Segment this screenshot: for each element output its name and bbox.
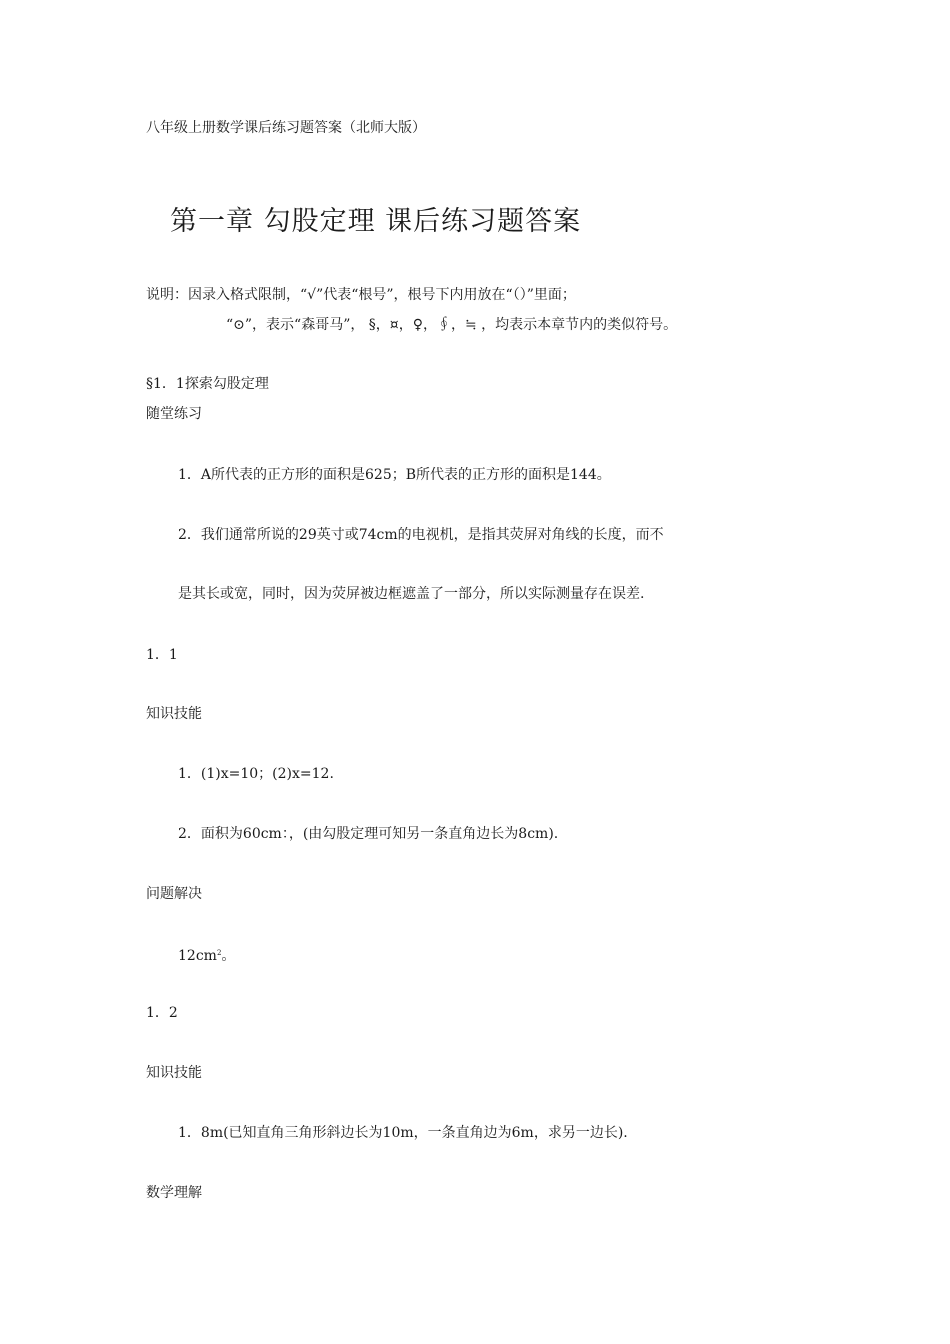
- problem-answer: [178, 944, 235, 965]
- understanding-label: 数学理解: [146, 1185, 202, 1201]
- document-title: 八年级上册数学课后练习题答案（北师大版）: [146, 120, 426, 136]
- skills-item-1-1-1: 1．(1)x=10；(2)x=12.: [178, 766, 334, 782]
- practice-item-1: 1．A所代表的正方形的面积是625；B所代表的正方形的面积是144。: [178, 467, 611, 483]
- problem-answer-end: 。: [221, 948, 236, 964]
- practice-item-2-line-2: 是其长或宽，同时，因为荧屏被边框遮盖了一部分，所以实际测量存在误差.: [178, 586, 645, 602]
- problem-answer-superscript: 2: [216, 949, 222, 957]
- section-title-1-1: §1．1探索勾股定理: [146, 376, 269, 392]
- note-line-2: “⊙”，表示“森哥马”， §，¤，♀，∮，≒ ，均表示本章节内的类似符号。: [226, 317, 678, 333]
- exercise-number-1-2: 1．2: [146, 1005, 178, 1021]
- problem-answer-value: 12cm: [178, 948, 217, 964]
- practice-item-2-line-1: 2．我们通常所说的29英寸或74cm的电视机，是指其荧屏对角线的长度，而不: [178, 527, 664, 543]
- chapter-heading: 第一章 勾股定理 课后练习题答案: [170, 206, 582, 237]
- problem-label: 问题解决: [146, 886, 202, 902]
- skills-item-1-2-1: 1．8m(已知直角三角形斜边长为10m，一条直角边为6m，求另一边长).: [178, 1125, 628, 1141]
- skills-item-1-1-2: 2．面积为60cm：，(由勾股定理可知另一条直角边长为8cm).: [178, 826, 559, 842]
- practice-label: 随堂练习: [146, 406, 202, 422]
- skills-label-1-2: 知识技能: [146, 1065, 202, 1081]
- exercise-number-1-1: 1．1: [146, 647, 178, 663]
- note-line-1: 说明：因录入格式限制，“√”代表“根号”，根号下内用放在“（）”里面；: [146, 287, 576, 303]
- skills-label-1-1: 知识技能: [146, 706, 202, 722]
